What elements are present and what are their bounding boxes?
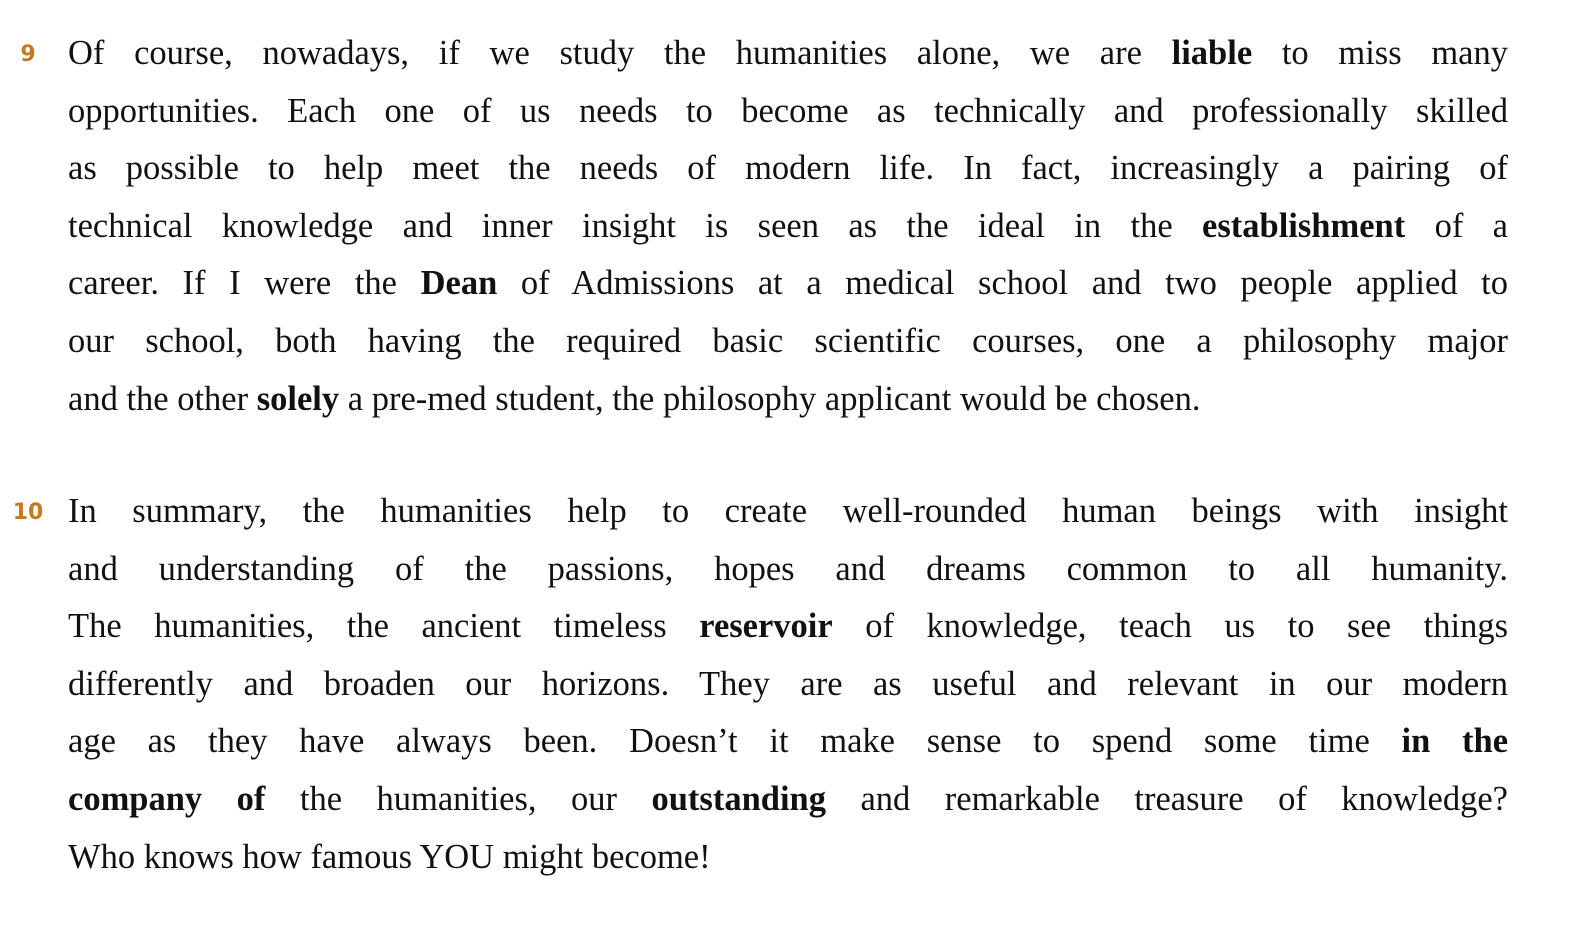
text-segment: opportunities. Each one of us needs to become as technically and professionally skilled <box>68 91 1508 130</box>
text-segment: of knowledge, teach us to see things <box>832 607 1508 646</box>
text-segment: differently and broaden our horizons. They are as useful and relevant in our modern <box>68 664 1508 703</box>
bold-vocabulary-term: company of <box>68 780 266 818</box>
bold-vocabulary-term: solely <box>256 379 340 418</box>
text-segment: of Admissions at a medical school and two people applied to <box>497 264 1509 303</box>
text-line <box>68 837 1508 877</box>
text-segment: the humanities, our <box>265 780 652 818</box>
text-segment: Who knows how famous YOU might become! <box>68 837 711 876</box>
text-segment: and the other <box>68 379 257 418</box>
text-segment: to miss many <box>1252 34 1508 72</box>
text-line <box>68 721 1508 761</box>
text-segment: Of course, nowadays, if we study the humanities alone, we are <box>68 34 1172 72</box>
text-segment: and understanding of the passions, hopes and dreams common to all humanity. <box>68 549 1508 588</box>
text-segment: technical knowledge and inner insight is seen as the ideal in the <box>68 206 1203 245</box>
bold-vocabulary-term: in the <box>1401 722 1509 761</box>
text-line <box>68 491 1508 531</box>
text-segment: age as they have always been. Doesn’t it make sense to spend some time <box>68 722 1402 761</box>
text-line <box>68 664 1508 704</box>
text-line <box>68 33 1508 73</box>
paragraph-number: 9 <box>20 42 36 67</box>
text-segment: a pre-med student, the philosophy applicant would be chosen. <box>339 379 1201 418</box>
text-line <box>68 779 1508 819</box>
text-line <box>68 321 1508 361</box>
text-segment: of a <box>1405 206 1508 245</box>
text-line <box>68 379 1508 419</box>
text-line <box>68 206 1508 246</box>
text-line <box>68 549 1508 589</box>
paragraph-number: 10 <box>12 500 44 525</box>
text-segment: our school, both having the required basic scientific courses, one a philosophy major <box>68 322 1508 360</box>
text-segment: as possible to help meet the needs of modern life. In fact, increasingly a pairing of <box>68 149 1508 188</box>
text-segment: career. If I were the <box>68 264 421 303</box>
text-line <box>68 148 1508 188</box>
text-line <box>68 606 1508 646</box>
text-segment: and remarkable treasure of knowledge? <box>826 780 1508 818</box>
bold-vocabulary-term: Dean <box>420 264 498 303</box>
bold-vocabulary-term: outstanding <box>651 780 826 818</box>
bold-vocabulary-term: establishment <box>1202 206 1406 245</box>
text-segment: In summary, the humanities help to create well-rounded human beings with insight <box>68 492 1508 530</box>
text-line <box>68 263 1508 303</box>
text-line <box>68 91 1508 131</box>
bold-vocabulary-term: reservoir <box>699 607 833 646</box>
bold-vocabulary-term: liable <box>1171 34 1253 72</box>
text-segment: The humanities, the ancient timeless <box>68 607 700 646</box>
